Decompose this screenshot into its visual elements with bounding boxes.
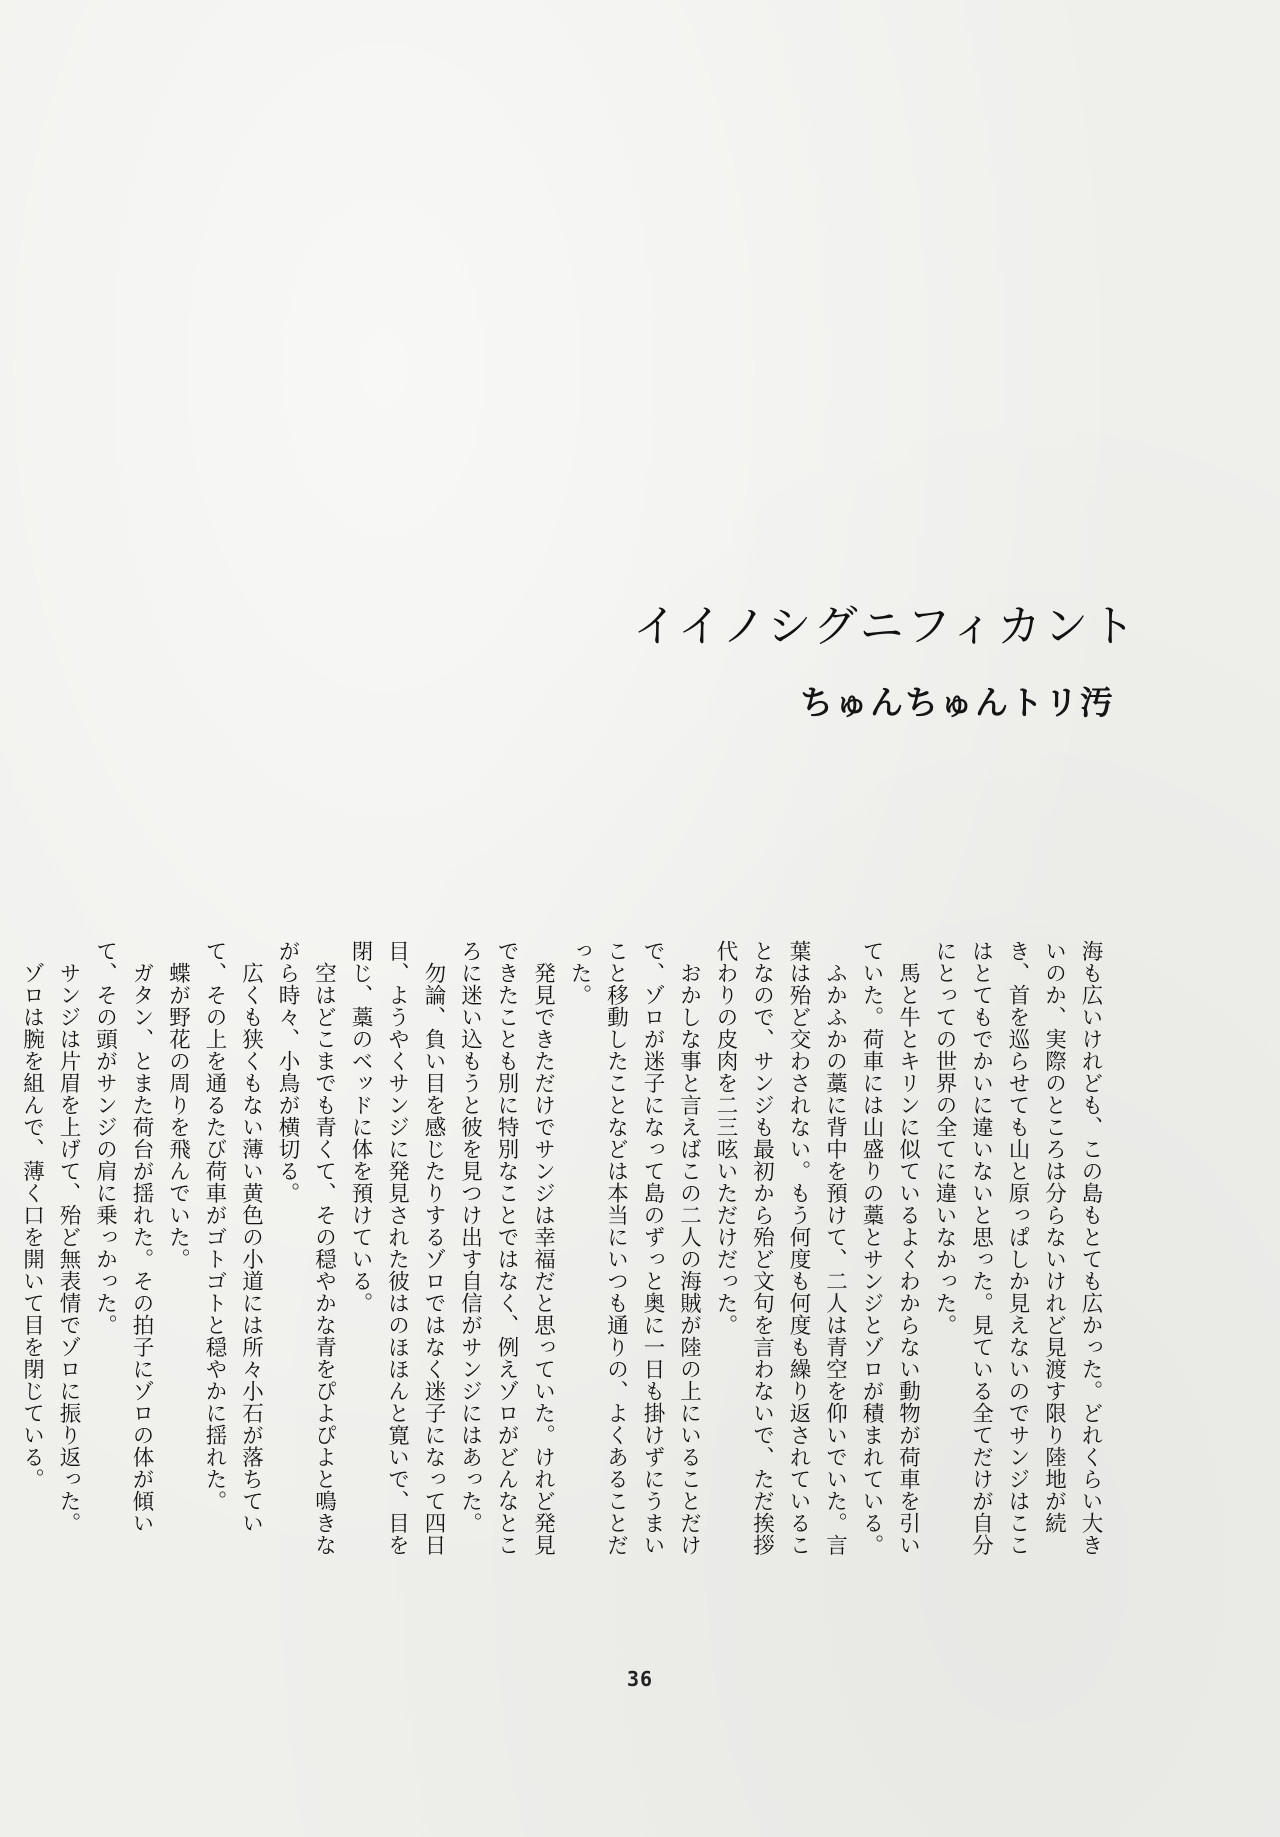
paragraph: ふかふかの藁に背中を預けて、二人は青空を仰いでいた。言葉は殆ど交わされない。もう何度も何度も繰り返されていることなので、サンジも最初から殆ど文句を言わないで、ただ挨拶代わりの皮肉を二三呟いただけだった。 (713, 940, 848, 1556)
paragraph: ガタン、とまた荷台が揺れた。その拍子にゾロの体が傾いて、その頭がサンジの肩に乗っかった。 (92, 940, 154, 1534)
paragraph: 馬と牛とキリンに似ているよくわからない動物が荷車を引いていた。荷車には山盛りの藁とサンジとゾロが積まれている。 (859, 940, 921, 1556)
paragraph: 空はどこまでも青くて、その穏やかな青をぴよぴよと鳴きながら時々、小鳥が横切る。 (275, 940, 337, 1556)
paragraph: 広くも狭くもない薄い黄色の小道には所々小石が落ちていて、その上を通るたび荷車がゴトゴトと穏やかに揺れた。 (202, 940, 264, 1534)
story-body (19, 940, 1108, 1570)
paragraph: サンジは片眉を上げて、殆ど無表情でゾロに振り返った。 (56, 940, 81, 1534)
paragraph: おかしな事と言えばこの二人の海賊が陸の上にいることだけで、ゾロが迷子になって島のずっと奥に一日も掛けずにうまいこと移動したことなどは本当にいつも通りの、よくあることだった。 (567, 940, 702, 1556)
paragraph: 発見できただけでサンジは幸福だと思っていた。けれど発見できたことも別に特別なことではなく、例えゾロがどんなところに迷い込もうと彼を見つけ出す自信がサンジにはあった。 (457, 940, 556, 1556)
paragraph: ゾロは腕を組んで、薄く口を開いて目を閉じている。 (19, 940, 45, 1490)
author-name: ちゅんちゅんトリ汚 (800, 683, 1115, 722)
page-number: 36 (626, 1667, 654, 1691)
paragraph: 勿論、負い目を感じたりするゾロではなく迷子になって四日目、ようやくサンジに発見された彼はのほほんと寛いで、目を閉じ、藁のベッドに体を預けている。 (348, 940, 446, 1556)
paragraph: 海も広いけれども、この島もとても広かった。どれくらい大きいのか、実際のところは分らないけれど見渡す限り陸地が続き、首を巡らせても山と原っぱしか見えないのでサンジはここはとてもでかいに違いないと思った。見ている全てだけが自分にとっての世界の全てに違いなかった。 (932, 940, 1103, 1556)
story-title: イイノシグニフィカント (633, 601, 1139, 652)
paragraph: 蝶が野花の周りを飛んでいた。 (165, 940, 191, 1270)
